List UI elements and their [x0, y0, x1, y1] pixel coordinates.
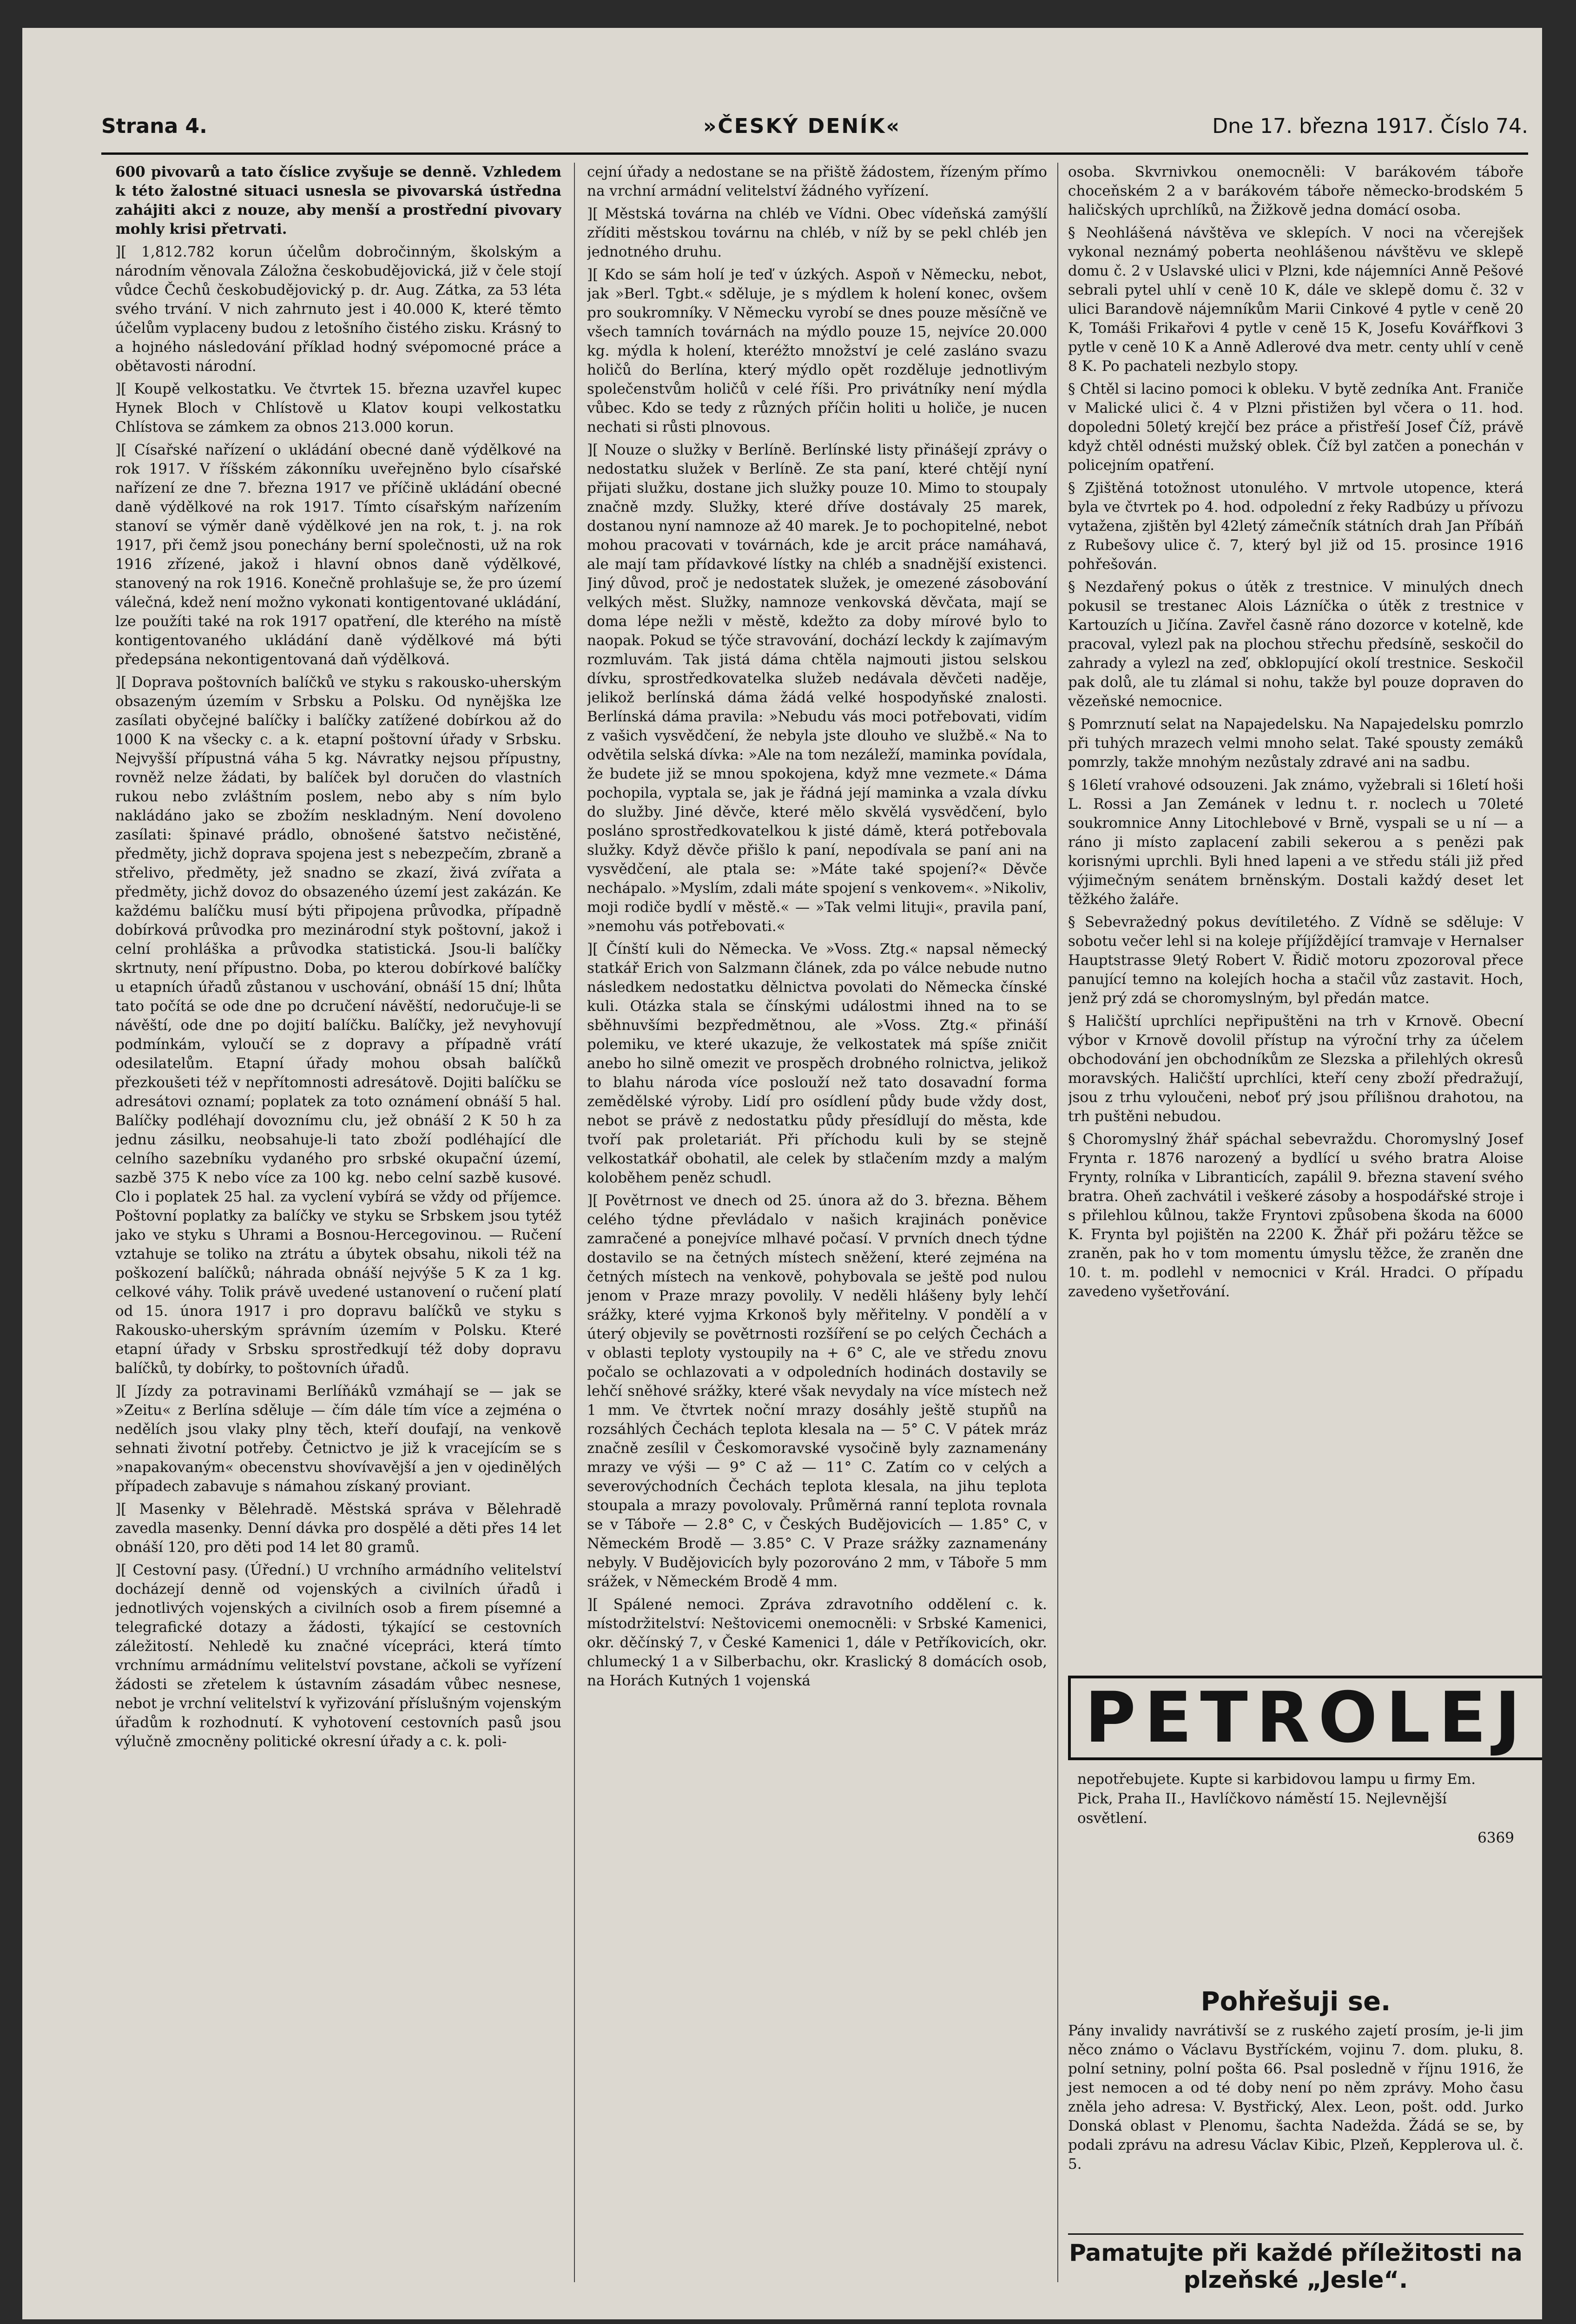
article: ][ Koupě velkostatku. Ve čtvrtek 15. března uzavřel kupec Hynek Bloch v Chlístově u Klatov koupi velkostatku Chlístova se zámkem za obnos 213.000 korun. — [115, 381, 561, 436]
page-number: Strana 4. — [101, 114, 207, 138]
column-2 — [587, 163, 1047, 2278]
column-divider — [1057, 163, 1058, 2282]
article: ][ Povětrnost ve dnech od 25. února až do 3. března. Během celého týdne převládalo v našich krajinách poněvice zamračené a ponejvíce mlhavé počasí. V prvních dnech týdne dostavilo se na četných místech sněžení, které zejména na četných místech na venkově, pohybovala se ještě pod nulou jenom v Praze mrazy povolily. V neděli hlášeny byly lehčí srážky, které vyjma Krkonoš byly měřitelny. V pondělí a v úterý objevily se povětrnosti rozšíření se po celých Čechách a v oblasti teploty vystoupily na + 6° C, ale ve středu znovu počalo se ochlazovati a v odpoledních hodinách dostavily se lehčí sněhové srážky, které však nevydaly na více místech než 1 mm. Ve čtvrtek noční mrazy dosáhly ještě stupňů na rozsáhlých Čechách teplota klesala na — 5° C. V pátek mráz značně zesílil v Českomoravské vysočině byly zaznamenány mrazy ve výši — 9° C až — 11° C. Zatím co v celých a severovýchodních Čechách teplota klesala, na jihu teplota stoupala a mrazy povolovaly. Průměrná ranní teplota rovnala se v Táboře — 2.8° C, v Českých Budějovicích — 1.85° C, v Německém Brodě — 3.85° C. V Praze srážky zaznamenány nebyly. V Budějovicích byly pozorováno 2 mm, v Táboře 5 mm srážek, v Německém Brodě 4 mm. — [587, 1192, 1047, 1590]
article: § Chtěl si lacino pomoci k obleku. V bytě zedníka Ant. Franiče v Malické ulici č. 4 v Plzni přistižen byl včera o 11. hod. dopoledni 50letý krejčí bez práce a přistřeší Josef Číž, právě když chtěl odnésti mužský oblek. Číž byl zatčen a ponechán v policejním opatření. — [1068, 381, 1523, 474]
column-3 — [1068, 163, 1523, 1669]
petrolej-advert — [1068, 1676, 1529, 1964]
advert-title: PETROLEJ — [1068, 1676, 1542, 1760]
article: ][ Císařské nařízení o ukládání obecné daně výdělkové na rok 1917. V říšském zákonníku uveřejněno bylo císařské nařízení ze dne 7. března 1917 ve příčině ukládání obecné daně výdělkové na rok 1917. Tímto císařským nařízením stanoví se výměr daně výdělkové jen na rok, t. j. na rok 1917, při čemž jsou ponechány berní společnosti, už na rok 1916 zřízené, jakož i hlavní obnos daně výdělkové, stanovený na rok 1916. Konečně prohlašuje se, že pro území válečná, kdež není možno vykonati kontigentované ukládání, lze použíti také na rok 1917 opatření, dle kterého na místě kontigentovaného ukládání daně výdělkové má býti předepsána nekontigentovaná daň výdělková. — [115, 442, 561, 668]
article: ][ Doprava poštovních balíčků ve styku s rakousko-uherským obsazeným územím v Srbsku a Polsku. Od nynějška lze zasílati obyčejné balíčky i balíčky zatížené dobírkou až do 1000 K na všecky c. a k. etapní poštovní úřady v Srbsku. Nejvyšší přípustná váha 5 kg. Návratky nejsou přípustny, rovněž nelze žádati, by balíček byl doručen do vlastních rukou nebo zvláštním poslem, nebo aby s ním bylo nakládáno jako se zbožím neskladným. Není dovoleno zasílati: špinavé prádlo, obnošené šatstvo nečistěné, předměty, jichž doprava spojena jest s nebezpečím, zbraně a střelivo, předměty, jež snadno se zkazí, živá zvířata a předměty, jichž dovoz do obsazeného území jest zakázán. Ke každému balíčku musí býti připojena průvodka, případně dobírková průvodka pro mezinárodní styk poštovní, jakož i celní prohláška a průvodka statistická. Jsou-li balíčky skrtnuty, není přípustno. Doba, po kterou dobírkové balíčky u etapních úřadů zůstanou v uschování, obnáší 15 dní; lhůta tato počítá se ode dne po dcručení návěští, nedoručuje-li se návěští, ode dne po dojití balíčku. Balíčky, jež nevyhovují podmínkám, vyloučí se z dopravy a případně vrátí odesilatelům. Etapní úřady mohou obsah balíčků přezkoušeti též v nepřítomnosti adresátově. Dojiti balíčku se adresátovi oznamí; poplatek za toto oznámení obnáší 5 hal. Balíčky podléhají dovoznímu clu, jež obnáší 2 K 50 h za jednu zásilku, neobsahuje-li tato zboží podléhající dle celního sazebníku vydaného pro srbské okupační území, sazbě 375 K nebo více za 100 kg. nebo celní sazbě kusové. Clo i poplatek 25 hal. za vyclení vybírá se vždy od příjemce. Poštovní poplatky za balíčky ve styku se Srbskem jsou tytéž jako ve styku s Uhrami a Bosnou-Hercegovinou. — Ručení vztahuje se toliko na ztrátu a úbytek obsahu, nikoli též na poškození balíčků; náhrada obnáší nejvýše 5 K za 1 kg. celkové váhy. Tolik právě uvedené ustanovení o ručení platí od 15. února 1917 i pro dopravu balíčků ve styku s Rakousko-uherským správním územím v Polsku. Které etapní úřady v Srbsku sprostředkují též doby dopravu balíčků, ty dobírky, to poštovních úřadů. — [115, 674, 561, 1377]
column-1 — [115, 163, 561, 2278]
page-header — [101, 111, 1528, 143]
article: 600 pivovarů a tato číslice zvyšuje se denně. Vzhledem k této žalostné situaci usnesla se pivovarská ústředna zahájiti akci z nouze, aby menší a prostřední pivovary mohly krisi přetrvati. — [115, 164, 561, 238]
article: § Choromyslný žhář spáchal sebevraždu. Choromyslný Josef Frynta r. 1876 narozený a bydlící u svého bratra Aloise Frynty, rolníka v Libranticích, zapálil 9. března stavení svého bratra. Oheň zachvátil i veškeré zásoby a hospodářské stroje i s přilehlou kůlnou, takže Fryntovi způsobena škoda na 6000 K. Frynta byl pojištěn na 2200 K. Žhář při požáru těžce se zraněn, pak ho v tom momentu úmyslu těžce, že zraněn dne 10. t. m. podlehl v nemocnici v Král. Hradci. O případu zavedeno vyšetřování. — [1068, 1131, 1523, 1300]
jesle-footer: Pamatujte při každé příležitosti na plzeňské „Jesle“. — [1068, 2233, 1523, 2295]
article: § 16letí vrahové odsouzeni. Jak známo, vyžebrali si 16letí hoši L. Rossi a Jan Zemánek v lednu t. r. noclech u 70leté soukromnice Anny Litochlebové v Brně, vyspali se u ní — a ráno ji místo zaplacení zabili sekerou a s penězi pak korisnými uprchli. Byli hned lapeni a ve středu stáli již před výjimečným senátem brněnským. Dostali každý deset let těžkého žaláře. — [1068, 777, 1523, 908]
article: ][ Čínští kuli do Německa. Ve »Voss. Ztg.« napsal německý statkář Erich von Salzmann článek, zda po válce nebude nutno následkem nedostatku dělnictva povolati do Německa čínské kuli. Otázka stala se čínskými událostmi ihned na to se sběhnuvšími bezpředmětnou, ale »Voss. Ztg.« přináší polemiku, ve které ukazuje, že velkostatek má spíše zničit anebo ho silně omezit ve prospěch drobného rolnictva, jelikož to blahu národa více poslouží než tato dosavadní forma zemědělské výroby. Lidí pro osídlení půdy bude vždy dost, nebot se právě z nedostatku půdy přesídlují do města, kde tvoří pak proletariát. Při příchodu kuli by se stejně velkostatkář obohatil, ale celek by stlačením mzdy a malým koloběhem peněz schudl. — [587, 941, 1047, 1186]
notice-title: Pohřešuji se. — [1200, 1987, 1391, 2017]
article: § Zjištěná totožnost utonulého. V mrtvole utopence, která byla ve čtvrtek po 4. hod. odpolední z řeky Radbúzy u přívozu vytažena, zjištěn byl 42letý zámečník státních drah Jan Příbáň z Rubešovy ulice č. 7, který byl již od 15. prosince 1916 pohřešován. — [1068, 480, 1523, 573]
article: § Haličští uprchlíci nepřipuštěni na trh v Krnově. Obecní výbor v Krnově dovolil přístup na výroční trhy za účelem obchodování jen obchodníkům ze Slezska a přilehlých okresů moravských. Haličští uprchlíci, kteří ceny zboží předražují, jsou z trhu vyloučeni, neboť prý jsou přílišnou drahotou, na trh puštěni nebudou. — [1068, 1013, 1523, 1125]
article: ][ Nouze o služky v Berlíně. Berlínské listy přinášejí zprávy o nedostatku služek v Berlíně. Ze sta paní, které chtějí nyní přijati služku, dostane jich služky pouze 10. Mimo to stoupaly značně mzdy. Služky, které dříve dostávaly 25 marek, dostanou nyní namnoze až 40 marek. Je to pochopitelné, nebot mohou pracovati v továrnách, kde je arcit práce namáhavá, ale mají tam přídavkové lístky na chléb a snadnější existenci. Jiný důvod, proč je nedostatek služek, je omezené zásobování velkých měst. Služky, namnoze venkovská děvčata, mají se doma lépe nežli v městě, kdežto za doby mírové bylo to naopak. Pokud se týče stravování, dochází leckdy k zajímavým rozmluvám. Tak jistá dáma chtěla najmouti jistou selskou dívku, sprostředkovatelka služeb nedávala děvčeti naděje, jelikož berlínská dáma žádá velké hospodyňské znalosti. Berlínská dáma pravila: »Nebudu vás moci potřebovati, vidím z vašich vysvědčení, že nebyla jste dlouho ve službě.« Na to odvětila selská dívka: »Ale na tom nezáleží, maminka povídala, že budete již se mnou spokojena, když mne vezmete.« Dáma pochopila, vyptala se, jak je řádná její maminka a vzala dívku do služby. Jiné děvče, které mělo skvělá vysvědčení, bylo posláno sprostředkovatelkou k jisté dámě, která potřebovala služky. Když děvče přišlo k paní, nepodívala se paní ani na vysvědčení, ale ptala se: »Máte také spojení?« Děvče nechápalo. »Myslím, zdali máte spojení s venkovem«. »Nikoliv, moji rodiče bydlí v městě.« — »Tak velmi lituji«, pravila paní, »nemohu vás potřebovati.« — [587, 442, 1047, 935]
masthead-title: »ČESKÝ DENÍK« — [703, 114, 901, 138]
header-rule — [101, 152, 1528, 155]
article: ][ Cestovní pasy. (Úřední.) U vrchního armádního velitelství docházejí denně od vojenských a civilních úřadů i jednotlivých vojenských a civilních osob a firem písemné a telegrafické dotazy a žádosti, týkající se cestovních záležitostí. Nehledě ku značné vícepráci, která tímto vrchnímu armádnímu velitelství povstane, ačkoli se vyřízení žádosti se zřetelem k ústavním zásadám vůbec nesnese, nebot je vrchní velitelství k vyřizování příslušným vojenským úřadům k rozhodnutí. K vyhotovení cestovních pasů jsou výlučně zmocněny politické okresní úřady a c. k. poli- — [115, 1562, 561, 1750]
article: § Nezdařený pokus o útěk z trestnice. V minulých dnech pokusil se trestanec Alois Lázníčka o útěk z trestnice v Kartouzích u Jičína. Zavřel časně ráno dozorce v kotelně, kde pracoval, vylezl pak na plochou střechu předsíně, seskočil do zahrady a vylezl na zeď, obklopující okolí trestnice. Seskočil pak dolů, ale tu zlámal si nohu, takže byl pouze dopraven do vězeňské nemocnice. — [1068, 579, 1523, 710]
notice-text: Pány invalidy navrátivší se z ruského zajetí prosím, je-li jim něco známo o Václavu Bystříckém, vojinu 7. dom. pluku, 8. polní setniny, polní pošta 66. Psal posledně v říjnu 1916, že jest nemocen a od té doby není po něm zprávy. Moho času zněla jeho adresa: V. Bystřický, Alex. Leon, pošt. odd. Jurko Donská oblast v Plenomu, šachta Nadežda. Žádá se se, by podali zprávu na adresu Václav Kibic, Plzeň, Kepplerova ul. č. 5. — [1068, 2022, 1523, 2172]
article: § Sebevražedný pokus devítiletého. Z Vídně se sděluje: V sobotu večer lehl si na koleje příjíždějící tramvaje v Hernalser Hauptstrasse 9letý Robert V. Řidič motoru zpozoroval přece panující temno na kolejích hocha a stačil vůz zastavit. Hoch, jenž prý zdá se choromyslným, byl předán matce. — [1068, 914, 1523, 1007]
article: § Neohlášená návštěva ve sklepích. V noci na včerejšek vykonal neznámý poberta neohlášenou návštěvu ve sklepě domu č. 2 v Uslavské ulici v Plzni, kde nájemníci Anně Pešové sebrali pytel uhlí v ceně 10 K, dále ve sklepě domu č. 32 v ulici Barandově nájemníkům Marii Cinkové 4 pytle v ceně 20 K, Tomáši Frikařovi 4 pytle v ceně 15 K, Josefu Kovářfkovi 3 pytle v ceně 10 K a Anně Adlerové dva metr. centy uhlí v ceně 8 K. Po pachateli nezbylo stopy. — [1068, 224, 1523, 375]
article: ][ 1,812.782 korun účelům dobročinným, školským a národním věnovala Záložna českobudějovická, již v čele stojí vůdce Čechů českobudějovický p. dr. Aug. Zátka, za 53 léta svého trvání. V nich zahrnuto jest i 40.000 K, které těmto účelům vyplaceny budou z letošního čistého zisku. Krásný to a hojného následování příklad hodný svépomocné práce a obětavosti národní. — [115, 244, 561, 375]
article: ][ Spálené nemoci. Zpráva zdravotního oddělení c. k. místodržitelství: Neštovicemi onemocněli: v Srbské Kamenici, okr. děčínský 7, v České Kamenici 1, dále v Petříkovicích, okr. chlumecký 1 a v Silberbachu, okr. Kraslický 8 domácích osob, na Horách Kutných 1 vojenská — [587, 1596, 1047, 1689]
article: cejní úřady a nedostane se na přiště žádostem, řízeným přímo na vrchní armádní velitelství žádného vyřízení. — [587, 164, 1047, 199]
advert-code: 6369 — [1477, 1829, 1514, 1846]
article: ][ Jízdy za potravinami Berlíňáků vzmáhají se — jak se »Zeitu« z Berlína sděluje — čím dále tím více a zejména o nedělích jsou vlaky plny těch, kteří doufají, na venkově sehnati životní potřeby. Četnictvo je již k vracejícím se s »napakovaným« obecenstvu shovívavější a jen v ojedinělých případech zabavuje s námahou získaný proviant. — [115, 1383, 561, 1495]
article: ][ Masenky v Bělehradě. Městská správa v Bělehradě zavedla masenky. Denní dávka pro dospělé a děti přes 14 let obnáší 120, pro děti pod 14 let 80 gramů. — [115, 1501, 561, 1556]
article: osoba. Skvrnivkou onemocněli: V barákovém táboře choceňském 2 a v barákovém táboře německo-brodském 5 haličských uprchlíků, na Žižkově jedna domácí osoba. — [1068, 164, 1523, 218]
article: ][ Městská továrna na chléb ve Vídni. Obec vídeňská zamýšlí zříditi městskou továrnu na chléb, v níž by se pekl chléb jen jednotného druhu. — [587, 205, 1047, 260]
newspaper-page — [22, 28, 1542, 2319]
issue-date: Dne 17. března 1917. Číslo 74. — [1212, 114, 1528, 138]
article: § Pomrznutí selat na Napajedelsku. Na Napajedelsku pomrzlo při tuhých mrazech velmi mnoho selat. Také spousty zemáků pomrzly, takže mnohým nezůstaly zdravé ani na sadbu. — [1068, 716, 1523, 771]
article: ][ Kdo se sám holí je teď v úzkých. Aspoň v Německu, nebot, jak »Berl. Tgbt.« sděluje, je s mýdlem k holení konec, ovšem pro soukromníky. V Německu vyrobí se dnes pouze měsíčně ve všech tamních továrnách na mýdlo pouze 15, nejvíce 20.000 kg. mýdla k holení, kteréžto množství je celé zasláno svazu holičů do Berlína, který mýdlo opět rozděluje jednotlivým společenstvům holičů v celé říši. Pro privátníky není mýdla vůbec. Kdo se tedy z různých příčin holiti u holiče, je nucen nechati si růsti plnovous. — [587, 266, 1047, 436]
advert-text: nepotřebujete. Kupte si karbidovou lampu u firmy Em. Pick, Praha II., Havlíčkovo náměstí 15. Nejlevnější osvětlení. — [1077, 1771, 1476, 1827]
column-divider — [574, 163, 575, 2282]
missing-person-notice — [1068, 1987, 1523, 2229]
